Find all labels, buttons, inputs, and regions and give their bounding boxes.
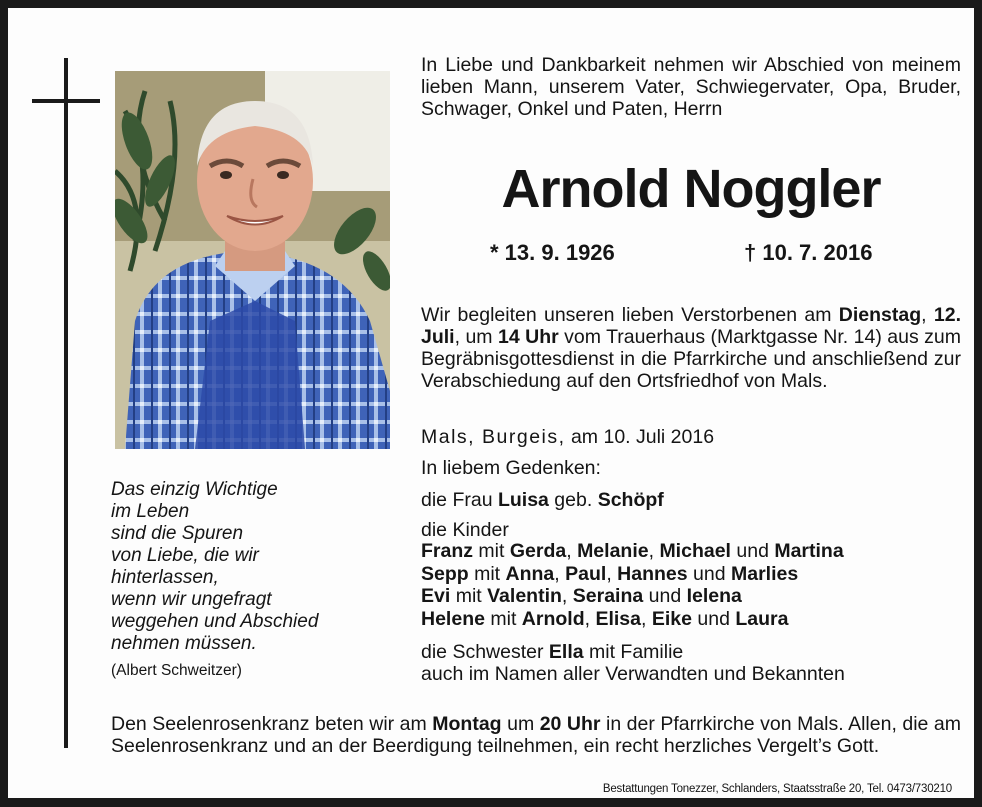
rosary-text: Den Seelenrosenkranz beten wir am Montag um 20 Uhr in der Pfarrkirche von Mals. Allen, die am Seelenrosenkranz und an der Beerdigung teilnehmen, ein recht herzliches Vergelt’s Gott.: [111, 713, 961, 757]
obituary-card: [8, 8, 974, 798]
portrait-illustration: [115, 71, 390, 449]
quote-author: (Albert Schweitzer): [111, 662, 242, 679]
quote-line: weggehen und Abschied: [111, 611, 319, 632]
deceased-name: Arnold Noggler: [501, 159, 881, 219]
quote: [111, 479, 401, 655]
intro-text: In Liebe und Dankbarkeit nehmen wir Abschied von meinem lieben Mann, unserem Vater, Schwiegervater, Opa, Bruder, Schwager, Onkel und Paten, Herrn: [421, 54, 961, 120]
funeral-home-footer: Bestattungen Tonezzer, Schlanders, Staatsstraße 20, Tel. 0473/730210: [602, 783, 952, 795]
quote-line: von Liebe, die wir: [111, 545, 259, 566]
list-item: Franz mit Gerda, Melanie, Michael und Martina: [421, 540, 844, 562]
children-list: [421, 540, 961, 630]
portrait-photo: [115, 71, 390, 449]
quote-line: wenn wir ungefragt: [111, 589, 272, 610]
quote-line: nehmen müssen.: [111, 633, 257, 654]
death-date: † 10. 7. 2016: [744, 240, 873, 265]
list-item: Sepp mit Anna, Paul, Hannes und Marlies: [421, 562, 799, 585]
cross-icon: [64, 58, 68, 748]
mourner-others: auch im Namen aller Verwandten und Bekannten: [421, 663, 845, 685]
quote-line: sind die Spuren: [111, 523, 244, 544]
mourner-sister: die Schwester Ella mit Familie: [421, 641, 684, 663]
quote-line: hinterlassen,: [111, 567, 219, 588]
mourners-heading: In liebem Gedenken:: [421, 457, 601, 479]
birth-date: * 13. 9. 1926: [490, 240, 615, 265]
quote-line: im Leben: [111, 501, 190, 522]
children-label: die Kinder: [421, 519, 509, 541]
mourner-wife: die Frau Luisa geb. Schöpf: [421, 489, 664, 511]
place-date: Mals, Burgeis, am 10. Juli 2016: [421, 426, 715, 448]
funeral-text: Wir begleiten unseren lieben Verstorbenen am Dienstag, 12. Juli, um 14 Uhr vom Trauerhaus (Marktgasse Nr. 14) aus zum Begräbnisgottesdienst in die Pfarrkirche und anschließend zur Verabschiedung auf den Ortsfriedhof von Mals.: [421, 304, 961, 392]
cross-icon-bar: [32, 99, 100, 103]
quote-line: Das einzig Wichtige: [111, 479, 278, 500]
list-item: Evi mit Valentin, Seraina und Ielena: [421, 585, 742, 607]
list-item: Helene mit Arnold, Elisa, Eike und Laura: [421, 607, 789, 630]
